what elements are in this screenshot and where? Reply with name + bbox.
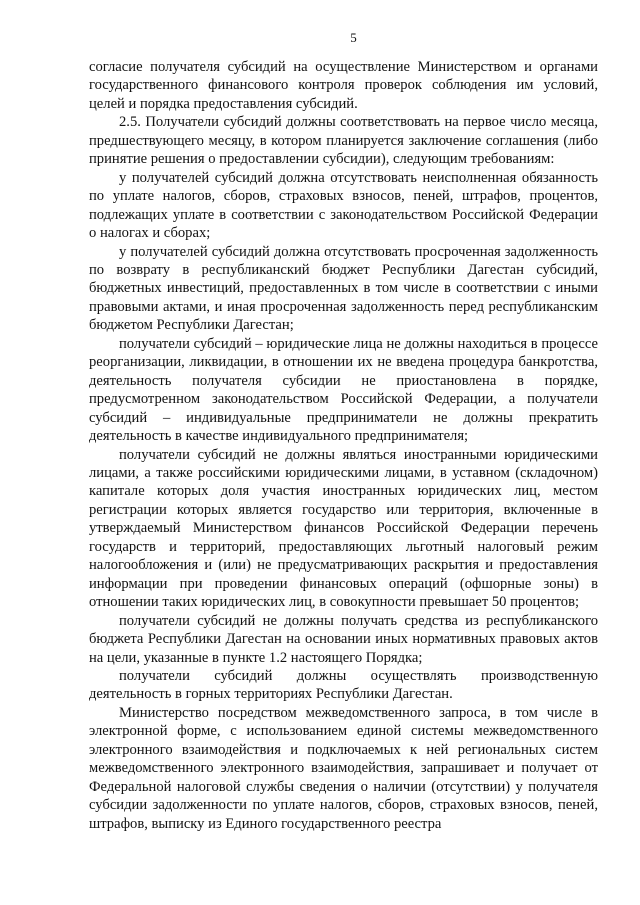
paragraph-overdue-debt: у получателей субсидий должна отсутствовать просроченная задолженность по возврату в республиканский бюджет Республики Дагестан субсидий, бюджетных инвестиций, предоставленных в том числе в соответствии с иными правовыми актами, и иная просроченная задолженность перед республиканским бюджетом Республики Дагестан; (89, 243, 598, 334)
paragraph-interagency-request: Министерство посредством межведомственного запроса, в том числе в электронной форме, с использованием единой системы межведомственного электронного взаимодействия и подключаемых к ней региональных систем межведомственного электронного взаимодействия, запрашивает и получает от Федеральной налоговой службы сведения о наличии (отсутствии) у получателя субсидии задолженности по уплате налогов, сборов, страховых взносов, пеней, штрафов, выписку из Единого государственного реестра (89, 704, 598, 832)
paragraph-2-5-requirements: 2.5. Получатели субсидий должны соответствовать на первое число месяца, предшествующего месяцу, в котором планируется заключение соглашения (либо принятие решения о предоставлении субсидии), следующим требованиям: (89, 114, 598, 168)
paragraph-consent-continuation: согласие получателя субсидий на осуществление Министерством и органами государственного финансового контроля проверок соблюдения им условий, целей и порядка предоставления субсидий. (89, 59, 598, 112)
paragraph-tax-obligation: у получателей субсидий должна отсутствовать неисполненная обязанность по уплате налогов, сборов, страховых взносов, пеней, штрафов, процентов, подлежащих уплате в соответствии с законодательством Российской Федерации о налогах и сборах; (89, 169, 598, 242)
page-number: 5 (350, 30, 357, 45)
paragraph-reorganization: получатели субсидий – юридические лица не должны находиться в процессе реорганизации, ликвидации, в отношении их не введена процедура банкротства, деятельность получателя субсидии не приостановлена в порядке, предусмотренном законодательством Российской Федерации, а получатели субсидий – индивидуальные предприниматели не должны прекратить деятельность в качестве индивидуального предпринимателя; (89, 335, 598, 445)
paragraph-foreign-entities: получатели субсидий не должны являться иностранными юридическими лицами, а также российскими юридическими лицами, в уставном (складочном) капитале которых доля участия иностранных юридических лиц, местом регистрации которых является государство или территория, включенные в утверждаемый Министерством финансов Российской Федерации перечень государств и территорий, предоставляющих льготный налоговый режим налогообложения и (или) не предусматривающих раскрытия и предоставления информации при проведении финансовых операций (офшорные зоны) в отношении таких юридических лиц, в совокупности превышает 50 процентов; (89, 446, 598, 611)
document-body (89, 58, 598, 833)
paragraph-other-funds: получатели субсидий не должны получать средства из республиканского бюджета Республики Дагестан на основании иных нормативных правовых актов на цели, указанные в пункте 1.2 настоящего Порядка; (89, 612, 598, 666)
paragraph-mountain-territories: получатели субсидий должны осуществлять производственную деятельность в горных территориях Республики Дагестан. (89, 667, 598, 703)
